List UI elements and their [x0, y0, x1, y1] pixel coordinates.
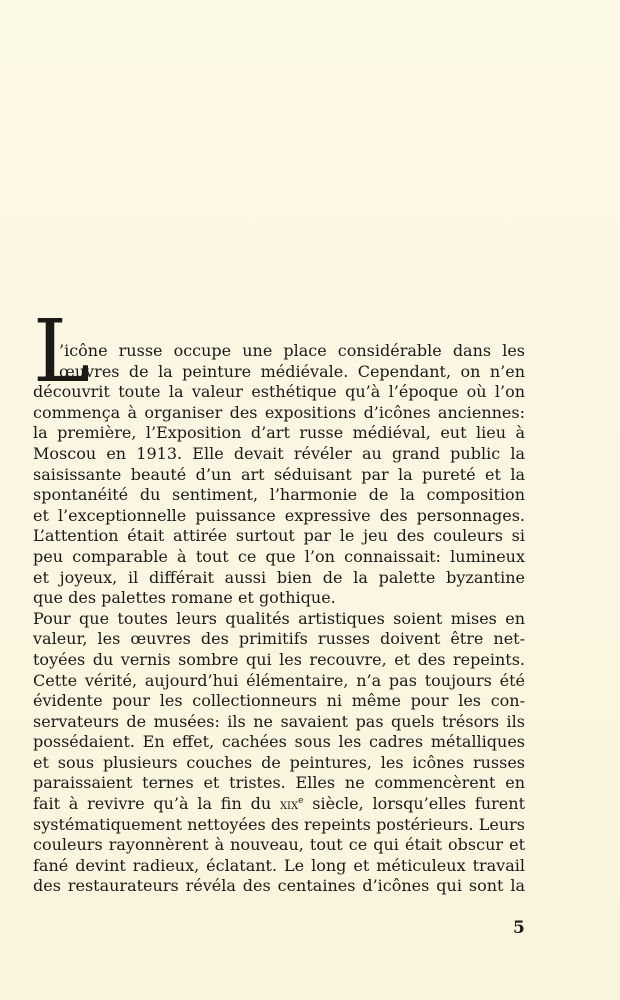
text-line: et l’exceptionnelle puissance expressive des personnages. [33, 505, 525, 525]
text-line: saisissante beauté d’un art séduisant par la pureté et la [33, 464, 525, 484]
text-line: des restaurateurs révéla des centaines d’icônes qui sont la [33, 876, 525, 896]
drop-cap-letter: L [33, 302, 91, 402]
text-line: ’icône russe occupe une place considérable dans les [59, 341, 525, 360]
text-line: paraissaient ternes et tristes. Elles ne commencèrent en [33, 773, 525, 793]
text-line: que des palettes romane et gothique. [33, 588, 336, 608]
text-line: spontanéité du sentiment, l’harmonie de la composition [33, 485, 525, 505]
text-line-century [33, 794, 525, 815]
text-line: servateurs de musées: ils ne savaient pas quels trésors ils [33, 711, 525, 731]
text-segment: siècle, lorsqu’elles furent [303, 794, 526, 814]
text-line: Pour que toutes leurs qualités artistiques soient mises en [33, 608, 525, 628]
text-line: L’attention était attirée surtout par le jeu des couleurs si [33, 526, 525, 546]
text-line: valeur, les œuvres des primitifs russes doivent être net- [33, 629, 525, 649]
text-line: commença à organiser des expositions d’icônes anciennes: [33, 402, 525, 422]
text-line: possédaient. En effet, cachées sous les cadres métalliques [33, 732, 525, 752]
text-line: et joyeux, il différait aussi bien de la palette byzantine [33, 567, 525, 587]
text-line: couleurs rayonnèrent à nouveau, tout ce qui était obscur et [33, 835, 525, 855]
text-line: toyées du vernis sombre qui les recouvre, et des repeints. [33, 649, 525, 669]
text-line: peu comparable à tout ce que l’on connaissait: lumineux [33, 546, 525, 566]
century-numeral: xix [279, 797, 299, 814]
text-line: Moscou en 1913. Elle devait révéler au grand public la [33, 443, 525, 463]
page-number: 5 [513, 918, 525, 938]
century-superscript: e [298, 796, 304, 807]
body-text [33, 302, 526, 897]
text-line: Cette vérité, aujourd’hui élémentaire, n’a pas toujours été [33, 670, 525, 690]
text-segment: fait à revivre qu’à la fin du [33, 794, 280, 814]
text-line: fané devint radieux, éclatant. Le long et méticuleux travail [33, 855, 525, 875]
text-line: évidente pour les collectionneurs ni même pour les con- [33, 691, 525, 711]
text-line: et sous plusieurs couches de peintures, les icônes russes [33, 752, 525, 772]
text-line: œuvres de la peinture médiévale. Cependant, on n’en [59, 361, 525, 381]
text-line: la première, l’Exposition d’art russe médiéval, eut lieu à [33, 423, 525, 443]
text-line: systématiquement nettoyées des repeints postérieurs. Leurs [33, 814, 525, 834]
text-line: découvrit toute la valeur esthétique qu’à l’époque où l’on [33, 382, 525, 402]
